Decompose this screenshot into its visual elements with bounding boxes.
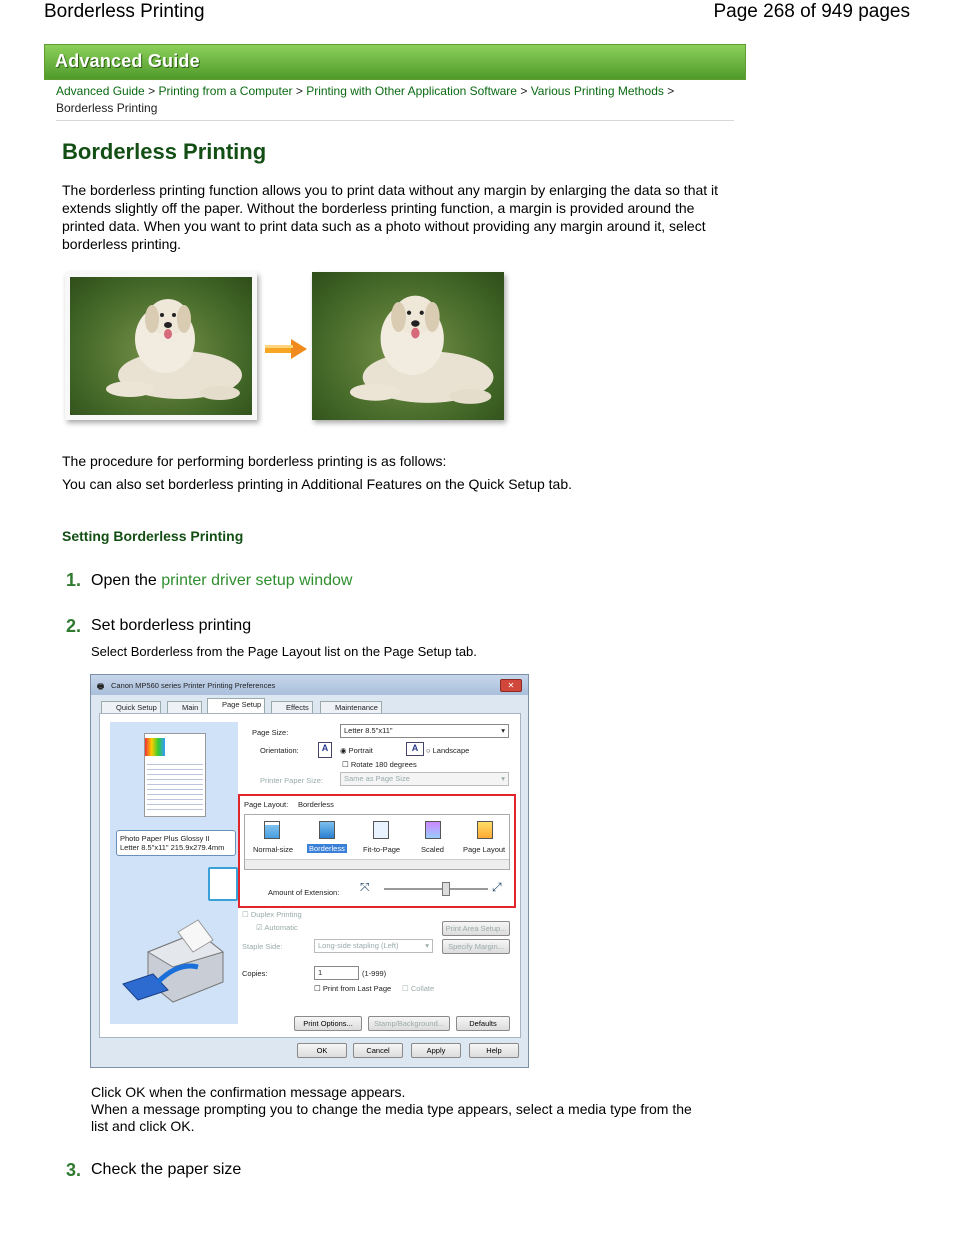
breadcrumb-separator: > [295,84,303,98]
copies-input[interactable]: 1 [314,966,359,980]
staple-side-select[interactable]: Long-side stapling (Left) ▾ [314,939,433,953]
step-3-text: Check the paper size [91,1161,242,1178]
page-size-select[interactable]: Letter 8.5"x11" ▾ [340,724,509,738]
breadcrumb-link-printing-from-computer[interactable]: Printing from a Computer [158,84,293,98]
print-last-page-checkbox[interactable]: ☐ Print from Last Page [314,984,392,993]
page-layout-highlight [238,794,516,908]
tab-main[interactable]: Main [167,701,202,714]
landscape-icon: A [406,742,424,756]
step-1-text [91,572,352,590]
tab-effects[interactable]: Effects [271,701,313,714]
printer-driver-setup-link[interactable]: printer driver setup window [161,572,353,589]
normal-size-icon [264,821,280,839]
document-title: Borderless Printing [44,1,205,22]
page-setup-panel [99,713,521,1038]
fit-to-page-icon [373,821,389,839]
automatic-checkbox[interactable]: ☑ Automatic [256,923,298,932]
collate-checkbox[interactable]: ☐ Collate [402,984,435,993]
breadcrumb-separator: > [148,84,156,98]
step-number: 1. [66,570,82,590]
arrow-right-icon [265,337,309,361]
tab-page-setup[interactable]: Page Setup [207,698,265,714]
quick-setup-note: You can also set borderless printing in Additional Features on the Quick Setup tab. [62,476,573,492]
breadcrumb-current: Borderless Printing [56,101,158,115]
preview-area [110,722,238,1024]
breadcrumb-link-advanced-guide[interactable]: Advanced Guide [56,84,145,98]
intro-paragraph: The borderless printing function allows you to print data without any margin by enlarging the data so that it extends slightly off the paper. Without the borderless printing function, a margin is provided around the printed data. When you want to print data such as a photo without providing any margin around it, select borderless printing. [62,182,719,252]
tab-quick-setup[interactable]: Quick Setup [101,701,161,714]
extension-slider-handle[interactable] [442,882,450,896]
portrait-radio[interactable]: ◉ Portrait [340,746,373,755]
dog-image [70,277,252,415]
print-options-button[interactable]: Print Options... [294,1016,362,1031]
advanced-guide-banner [44,44,746,80]
page-layout-icon [477,821,493,839]
layout-list[interactable] [244,814,510,870]
stamp-background-button[interactable]: Stamp/Background... [368,1016,450,1031]
help-button[interactable]: Help [469,1043,519,1058]
close-icon[interactable]: ✕ [500,679,522,692]
layout-page-layout[interactable]: Page Layout [463,845,506,854]
layout-scaled[interactable]: Scaled [421,845,444,854]
printer-preferences-screenshot [90,674,529,1068]
ok-button[interactable]: OK [297,1043,347,1058]
printer-illustration [118,912,230,1012]
step-2-description: Select Borderless from the Page Layout list on the Page Setup tab. [91,644,477,659]
section-heading: Setting Borderless Printing [62,528,244,544]
breadcrumb-link-various-methods[interactable]: Various Printing Methods [530,84,664,98]
photo-with-margin [65,272,257,420]
borderless-paper-icon [208,867,238,901]
portrait-icon: A [318,742,332,758]
printer-paper-size-label: Printer Paper Size: [260,776,323,785]
page-size-label: Page Size: [252,728,289,737]
breadcrumb-separator: > [520,84,528,98]
duplex-checkbox[interactable]: ☐ Duplex Printing [242,910,302,919]
banner-label: Advanced Guide [55,51,200,71]
shrink-icon: ⤧ [360,880,370,894]
step-number: 3. [66,1160,82,1180]
dialog-title: Canon MP560 series Printer Printing Preferences [111,681,276,690]
layout-fit-to-page[interactable]: Fit-to-Page [363,845,401,854]
borderless-icon [319,821,335,839]
photo-borderless [312,272,504,420]
staple-side-label: Staple Side: [242,942,283,951]
breadcrumb-separator: > [667,84,675,98]
step-number: 2. [66,616,82,636]
tab-maintenance[interactable]: Maintenance [320,701,382,714]
dog-image [312,272,504,420]
layout-normal-size[interactable]: Normal-size [253,845,294,854]
procedure-intro: The procedure for performing borderless printing is as follows: [62,453,447,469]
breadcrumb [56,83,736,117]
copies-range: (1-999) [362,969,387,978]
step-1-prefix: Open the [91,572,162,589]
expand-icon: ⤢ [492,880,502,894]
defaults-button[interactable]: Defaults [456,1016,510,1031]
media-info: Photo Paper Plus Glossy II Letter 8.5"x11" 215.9x279.4mm [116,830,236,856]
layout-borderless[interactable]: Borderless [309,844,345,853]
layout-scrollbar[interactable] [245,859,509,869]
specify-margin-button[interactable]: Specify Margin... [442,939,510,954]
printer-icon: 🖶 [97,682,105,691]
page-preview [144,733,206,817]
step-2-text: Set borderless printing [91,617,252,634]
copies-label: Copies: [242,969,268,978]
print-area-setup-button[interactable]: Print Area Setup... [442,921,510,936]
page-layout-label: Page Layout: [244,800,289,809]
divider [56,120,734,121]
after-screenshot-note: Click OK when the confirmation message appears. When a message prompting you to change the media type appears, select a media type from the list and click OK. [91,1084,692,1134]
cancel-button[interactable]: Cancel [353,1043,403,1058]
rotate-checkbox[interactable]: ☐ Rotate 180 degrees [342,760,417,769]
extension-slider[interactable] [384,888,488,890]
apply-button[interactable]: Apply [411,1043,461,1058]
page-title: Borderless Printing [62,139,267,164]
page-indicator: Page 268 of 949 pages [713,1,910,22]
orientation-label: Orientation: [260,746,299,755]
landscape-radio[interactable]: ○ Landscape [426,746,470,755]
breadcrumb-link-other-software[interactable]: Printing with Other Application Software [306,84,517,98]
dialog-titlebar [91,675,528,695]
scaled-icon [425,821,441,839]
printer-paper-size-select[interactable]: Same as Page Size ▾ [340,772,509,786]
page-layout-value: Borderless [298,800,334,809]
extension-label: Amount of Extension: [268,888,340,897]
